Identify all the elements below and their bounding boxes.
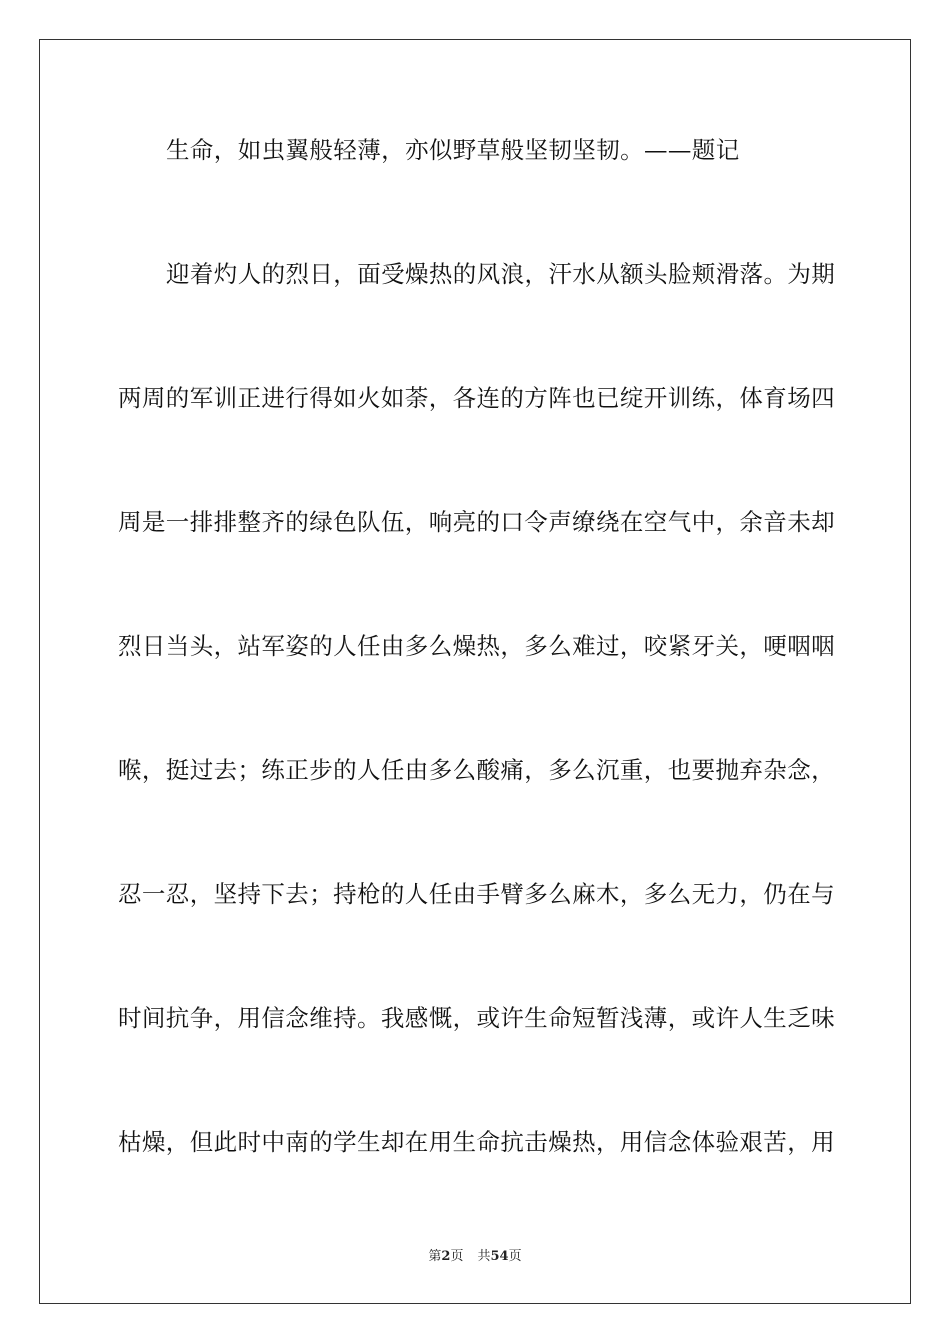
total-unit: 页 xyxy=(508,1249,522,1264)
paragraph-line-3: 周是一排排整齐的绿色队伍，响亮的口令声缭绕在空气中，余音未却 xyxy=(118,508,835,536)
paragraph-line-7: 时间抗争，用信念维持。我感慨，或许生命短暂浅薄，或许人生乏味 xyxy=(118,1004,835,1032)
paragraph-line-1: 迎着灼人的烈日，面受燥热的风浪，汗水从额头脸颊滑落。为期 xyxy=(166,260,836,288)
paragraph-line-6: 忍一忍，坚持下去；持枪的人任由手臂多么麻木，多么无力，仍在与 xyxy=(118,880,835,908)
page-unit: 页 xyxy=(450,1249,464,1264)
paragraph-line-8: 枯燥，但此时中南的学生却在用生命抗击燥热，用信念体验艰苦，用 xyxy=(118,1128,835,1156)
page-total: 54 xyxy=(490,1249,509,1264)
paragraph-line-4: 烈日当头，站军姿的人任由多么燥热，多么难过，咬紧牙关，哽咽咽 xyxy=(118,632,835,660)
total-prefix: 共 xyxy=(477,1249,491,1264)
page-current: 2 xyxy=(441,1249,451,1264)
page-frame xyxy=(39,39,911,1304)
page-prefix: 第 xyxy=(428,1249,442,1264)
paragraph-line-2: 两周的军训正进行得如火如荼，各连的方阵也已绽开训练，体育场四 xyxy=(118,384,835,412)
epigraph: 生命，如虫翼般轻薄，亦似野草般坚韧坚韧。——题记 xyxy=(166,136,740,164)
page-footer xyxy=(0,1248,950,1266)
paragraph-line-5: 喉，挺过去；练正步的人任由多么酸痛，多么沉重，也要抛弃杂念， xyxy=(118,756,835,784)
